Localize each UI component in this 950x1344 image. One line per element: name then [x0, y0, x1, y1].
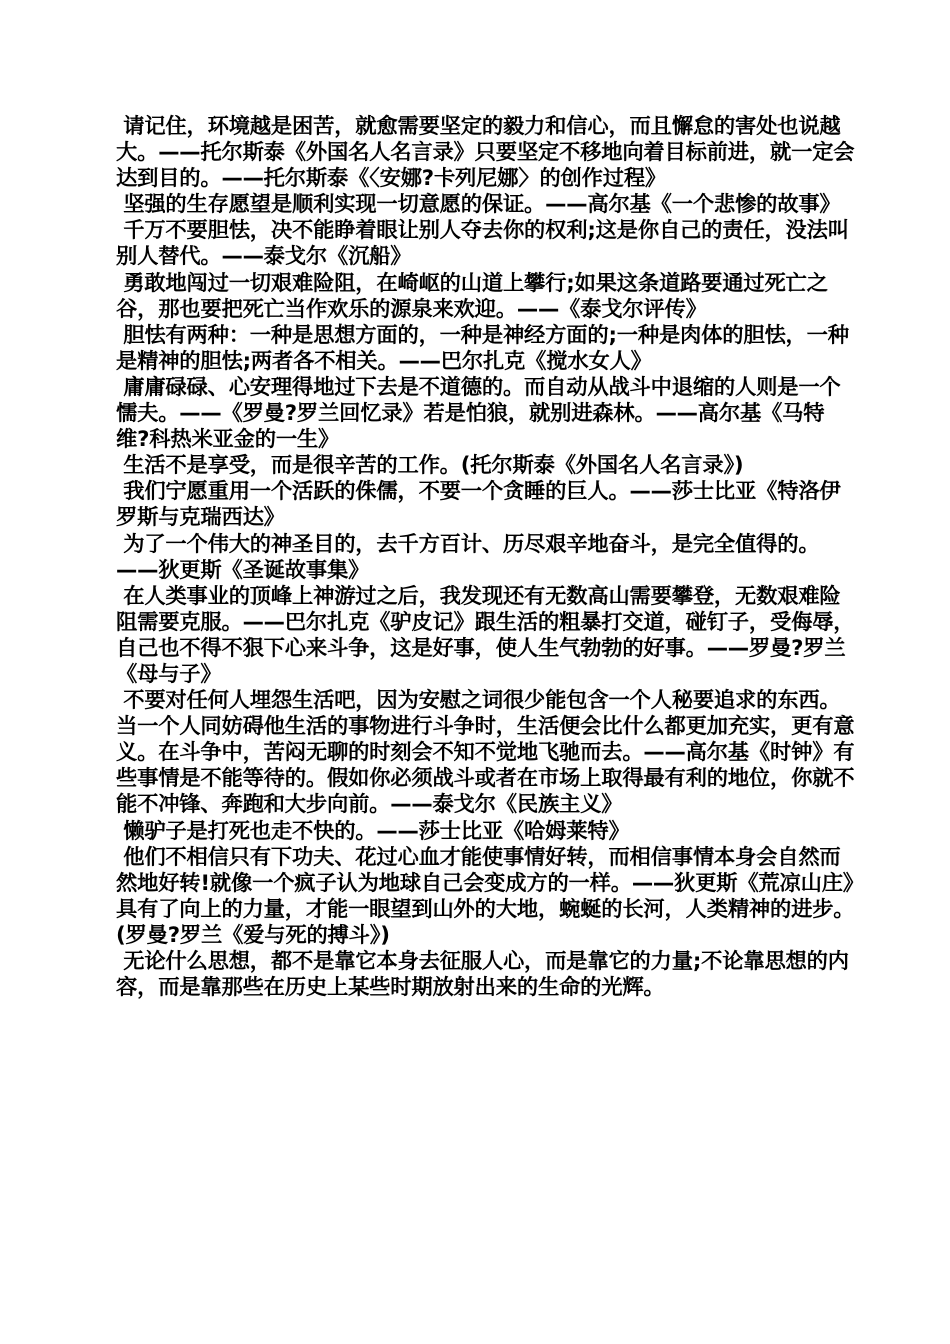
quote-paragraph: 懒驴子是打死也走不快的。——莎士比亚《哈姆莱特》 [116, 818, 630, 844]
quote-paragraph: 坚强的生存愿望是顺利实现一切意愿的保证。——高尔基《一个悲惨的故事》 [116, 192, 841, 218]
quote-paragraph: 无论什么思想，都不是靠它本身去征服人心，而是靠它的力量;不论靠思想的内容，而是靠那些在历史上某些时期放射出来的生命的光辉。 [116, 949, 849, 1001]
quote-paragraph: 他们不相信只有下功夫、花过心血才能使事情好转，而相信事情本身会自然而然地好转!就像一个疯子认为地球自己会变成方的一样。——狄更斯《荒凉山庄》 [116, 844, 864, 896]
quote-paragraph: 在人类事业的顶峰上神游过之后，我发现还有无数高山需要攀登，无数艰难险阻需要克服。——巴尔扎克《驴皮记》跟生活的粗暴打交道，碰钉子，受侮辱，自己也不得不狠下心来斗争，这是好事，使人生气勃勃的好事。——罗曼?罗兰《母与子》 [116, 583, 855, 687]
quote-paragraph: 我们宁愿重用一个活跃的侏儒，不要一个贪睡的巨人。——莎士比亚《特洛伊罗斯与克瑞西达》 [116, 479, 841, 531]
quote-paragraph: 具有了向上的力量，才能一眼望到山外的大地，蜿蜒的长河，人类精神的进步。(罗曼?罗兰《爱与死的搏斗》) [116, 896, 855, 948]
quote-paragraph: 胆怯有两种：一种是思想方面的，一种是神经方面的;一种是肉体的胆怯，一种是精神的胆怯;两者各不相关。——巴尔扎克《搅水女人》 [116, 322, 849, 374]
document-page [116, 114, 864, 1001]
quote-paragraph: 庸庸碌碌、心安理得地过下去是不道德的。而自动从战斗中退缩的人则是一个懦夫。——《罗曼?罗兰回忆录》若是怕狼，就别进森林。——高尔基《马特维?科热米亚金的一生》 [116, 374, 841, 453]
quote-paragraph: 勇敢地闯过一切艰难险阻，在崎岖的山道上攀行;如果这条道路要通过死亡之谷，那也要把死亡当作欢乐的源泉来欢迎。——《泰戈尔评传》 [116, 270, 828, 322]
quote-paragraph: 不要对任何人埋怨生活吧，因为安慰之词很少能包含一个人秘要追求的东西。当一个人同妨碍他生活的事物进行斗争时，生活便会比什么都更加充实，更有意义。在斗争中，苦闷无聊的时刻会不知不觉地飞驰而去。——高尔基《时钟》有些事情是不能等待的。假如你必须战斗或者在市场上取得最有利的地位，你就不能不冲锋、奔跑和大步向前。——泰戈尔《民族主义》 [116, 688, 855, 818]
quote-paragraph: 千万不要胆怯，决不能睁着眼让别人夺去你的权利;这是你自己的责任，没法叫别人替代。——泰戈尔《沉船》 [116, 218, 849, 270]
quote-paragraph: 为了一个伟大的神圣目的，去千方百计、历尽艰辛地奋斗，是完全值得的。——狄更斯《圣诞故事集》 [116, 531, 820, 583]
quote-paragraph: 请记住，环境越是困苦，就愈需要坚定的毅力和信心，而且懈怠的害处也说越大。——托尔斯泰《外国名人名言录》只要坚定不移地向着目标前进，就一定会达到目的。——托尔斯泰《〈安娜?卡列尼娜〉的创作过程》 [116, 114, 855, 192]
quote-paragraph: 生活不是享受，而是很辛苦的工作。(托尔斯泰《外国名人名言录》) [116, 453, 744, 479]
